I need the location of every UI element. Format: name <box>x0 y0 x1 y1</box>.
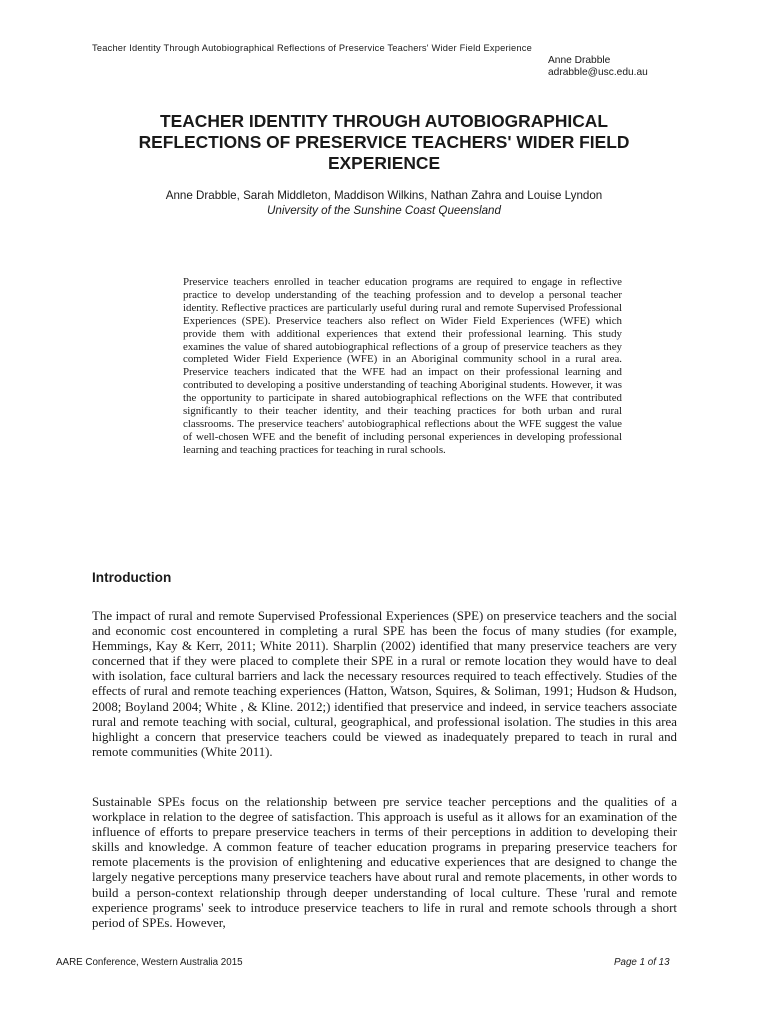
header-author-name: Anne Drabble <box>548 55 611 66</box>
header-author-email: adrabble@usc.edu.au <box>548 67 648 78</box>
body-paragraph: Sustainable SPEs focus on the relationship between pre service teacher perceptions and the qualities of a workplace in relation to the degree of satisfaction. This approach is useful as it allows for an examination of the influence of efforts to prepare preservice teachers in terms of their perceptions in addition to developing their skills and knowledge. A common feature of teacher education programs in preparing preservice teachers for remote placements is the provision of enlightening and educative experiences that are designed to change the largely negative perceptions many preservice teachers have about rural and remote placements, in other words to build a person-context relationship through deeper understanding of local culture. These 'rural and remote experience programs' seek to introduce preservice teachers to life in rural and remote schools through a short period of SPEs. However, <box>92 795 677 930</box>
page-number: Page 1 of 13 <box>614 957 670 968</box>
body-paragraph: The impact of rural and remote Supervised Professional Experiences (SPE) on preservice teachers and the social and economic cost encountered in completing a rural SPE has been the focus of many studies (for example, Hemmings, Kay & Kerr, 2011; White 2011). Sharplin (2002) identified that many preservice teachers are very concerned that if they were placed to complete their SPE in a rural or remote location they would have to deal with isolation, face cultural barriers and lack the necessary resources required to teach effectively. Studies of the effects of rural and remote teaching experiences (Hatton, Watson, Squires, & Soliman, 1991; Hudson & Hudson, 2008; Boyland 2004; White , & Kline. 2012;) identified that preservice and indeed, in service teachers associate rural and remote teaching with social, cultural, geographical, and professional isolation. The studies in this area highlight a concern that preservice teachers could be viewed as inadequately prepared to teach in rural and remote communities (White 2011). <box>92 609 677 759</box>
header-author-block <box>548 55 648 79</box>
paper-title: TEACHER IDENTITY THROUGH AUTOBIOGRAPHICAL REFLECTIONS OF PRESERVICE TEACHERS' WIDER FIELD EXPERIENCE <box>138 111 630 173</box>
footer-conference: AARE Conference, Western Australia 2015 <box>56 957 243 968</box>
running-header: Teacher Identity Through Autobiographical Reflections of Preservice Teachers' Wider Field Experience <box>92 43 533 53</box>
section-heading-introduction: Introduction <box>92 570 172 585</box>
author-list: Anne Drabble, Sarah Middleton, Maddison Wilkins, Nathan Zahra and Louise Lyndon <box>165 189 603 202</box>
abstract: Preservice teachers enrolled in teacher education programs are required to engage in reflective practice to develop understanding of the teaching profession and to develop a personal teacher identity. Reflective practices are particularly useful during rural and remote Supervised Professional Experiences (SPE). Preservice teachers also reflect on Wider Field Experiences (WFE) which provide them with additional experiences that extend their professional learning. This study examines the value of shared autobiographical reflections of a group of preservice teachers as they completed Wider Field Experience (WFE) in an Aboriginal community school in a rural area. Preservice teachers indicated that the WFE had an impact on their professional learning and contributed to developing a positive understanding of teaching Aboriginal students. However, it was the opportunity to participate in shared autobiographical reflections on the WFE that contributed significantly to their teacher identity, and their teaching practices for both urban and rural classrooms. The preservice teachers' autobiographical reflections about the WFE suggest the value of well-chosen WFE and the benefit of including personal experiences in developing professional learning and teaching practices for teaching in rural schools. <box>183 276 622 456</box>
affiliation: University of the Sunshine Coast Queensland <box>267 204 501 217</box>
